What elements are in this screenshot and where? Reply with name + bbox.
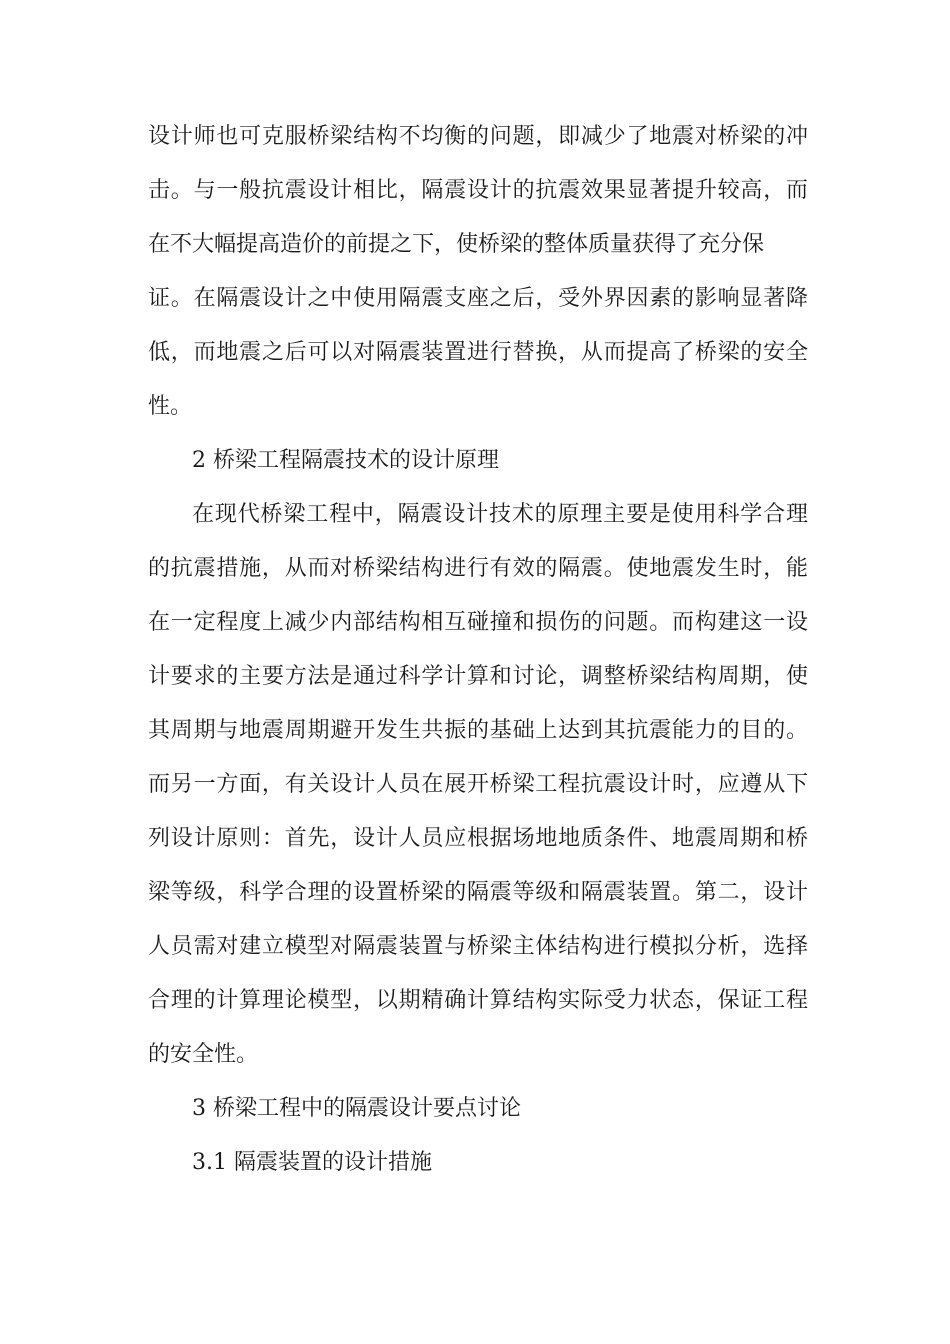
paragraph	[148, 110, 808, 434]
text-line: 合理的计算理论模型，以期精确计算结构实际受力状态，保证工程	[148, 988, 808, 1013]
text-line: 而另一方面，有关设计人员在展开桥梁工程抗震设计时，应遵从下	[148, 772, 808, 797]
text-line: 性。	[148, 394, 193, 419]
text-line: 列设计原则：首先，设计人员应根据场地地质条件、地震周期和桥	[148, 826, 808, 851]
subsection-heading: 3.1 隔震装置的设计措施	[192, 1150, 432, 1175]
text-line: 击。与一般抗震设计相比，隔震设计的抗震效果显著提升较高，而	[148, 178, 808, 203]
section-heading: 2 桥梁工程隔震技术的设计原理	[192, 448, 499, 473]
document-body	[148, 110, 808, 1190]
text-line: 梁等级，科学合理的设置桥梁的隔震等级和隔震装置。第二，设计	[148, 880, 808, 905]
text-line: 人员需对建立模型对隔震装置与桥梁主体结构进行模拟分析，选择	[148, 934, 808, 959]
text-line: 的抗震措施，从而对桥梁结构进行有效的隔震。使地震发生时，能	[148, 556, 808, 581]
text-line: 的安全性。	[148, 1042, 259, 1067]
text-line: 在一定程度上减少内部结构相互碰撞和损伤的问题。而构建这一设	[148, 610, 808, 635]
text-line: 在不大幅提高造价的前提之下，使桥梁的整体质量获得了充分保	[148, 232, 765, 257]
text-line: 低，而地震之后可以对隔震装置进行替换，从而提高了桥梁的安全	[148, 340, 808, 365]
text-line: 证。在隔震设计之中使用隔震支座之后，受外界因素的影响显著降	[148, 286, 808, 311]
text-line: 设计师也可克服桥梁结构不均衡的问题，即减少了地震对桥梁的冲	[148, 124, 808, 149]
text-line: 在现代桥梁工程中，隔震设计技术的原理主要是使用科学合理	[192, 502, 808, 527]
text-line: 其周期与地震周期避开发生共振的基础上达到其抗震能力的目的。	[148, 718, 808, 743]
text-line: 计要求的主要方法是通过科学计算和讨论，调整桥梁结构周期，使	[148, 664, 808, 689]
section-heading: 3 桥梁工程中的隔震设计要点讨论	[192, 1096, 521, 1121]
paragraph	[148, 488, 808, 1082]
